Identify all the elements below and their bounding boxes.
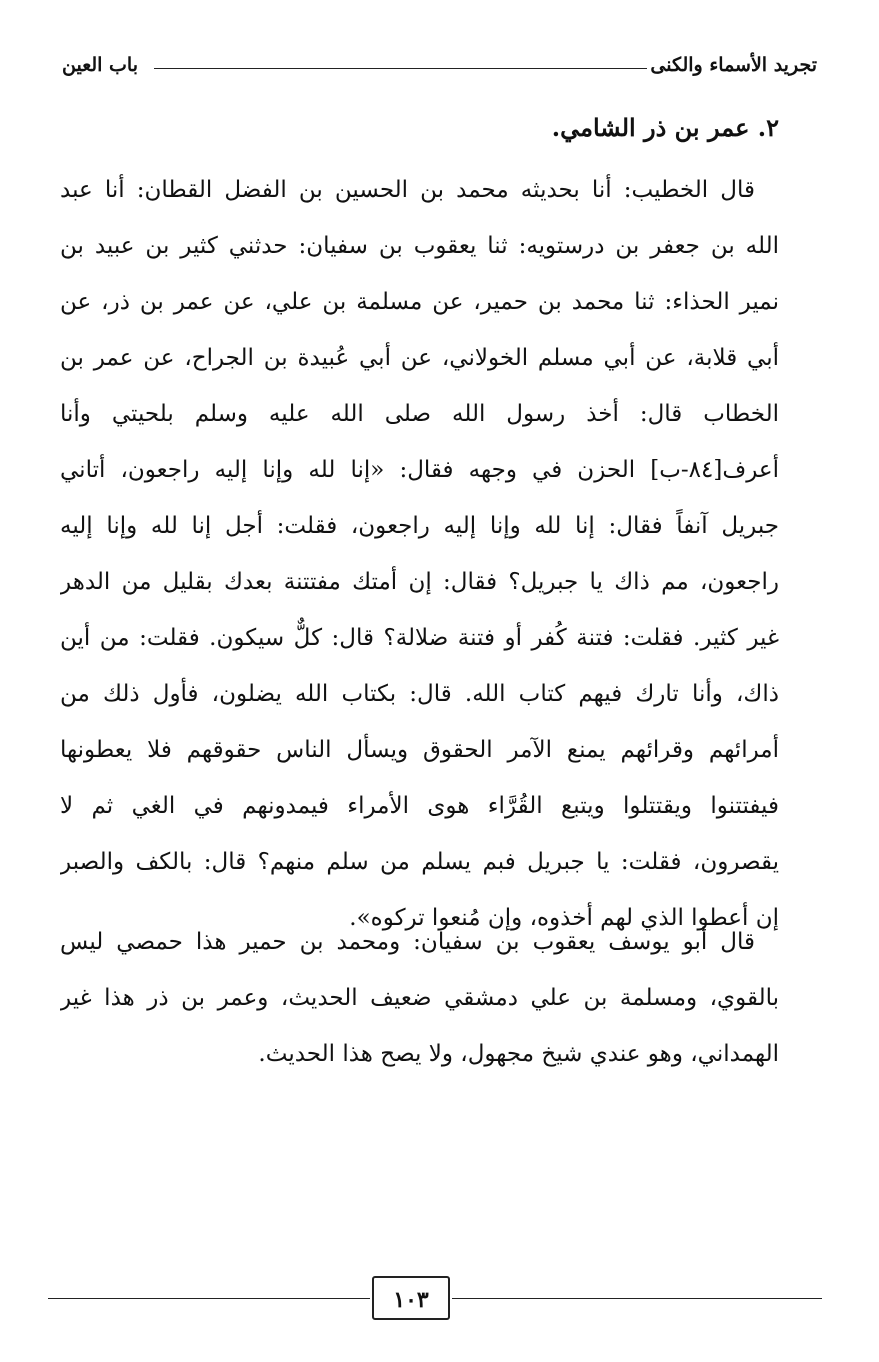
- text-line: قال أبو يوسف يعقوب بن سفيان: ومحمد بن حمير هذا حمصي ليس: [60, 929, 755, 955]
- text-line: أعرف[٨٤-ب] الحزن في وجهه فقال: «إنا لله وإنا إليه راجعون، أتاني: [60, 457, 779, 483]
- text-line: يقصرون، فقلت: يا جبريل فبم يسلم من سلم منهم؟ قال: بالكف والصبر: [60, 849, 779, 875]
- footer-rule-right: [452, 1298, 822, 1299]
- text-line: إن أعطوا الذي لهم أخذوه، وإن مُنعوا تركوه».: [349, 905, 779, 931]
- text-line: فيفتتنوا ويقتتلوا ويتبع القُرَّاء هوى الأمراء فيمدونهم في الغي ثم لا: [60, 793, 779, 819]
- text-line: نمير الحذاء: ثنا محمد بن حمير، عن مسلمة بن علي، عن عمر بن ذر، عن: [60, 289, 779, 315]
- text-line: الله بن جعفر بن درستويه: ثنا يعقوب بن سفيان: حدثني كثير بن عبيد بن: [60, 233, 779, 259]
- header-section-title: باب العين: [62, 54, 139, 76]
- text-line: أبي قلابة، عن أبي مسلم الخولاني، عن أبي عُبيدة بن الجراح، عن عمر بن: [60, 345, 779, 371]
- entry-title: ٢. عمر بن ذر الشامي.: [551, 113, 779, 142]
- text-line: جبريل آنفاً فقال: إنا لله وإنا إليه راجعون، فقلت: أجل إنا لله وإنا إليه: [60, 513, 779, 539]
- footer-rule-left: [48, 1298, 370, 1299]
- paragraph-commentary: [60, 914, 779, 1082]
- text-line: ذاك، وأنا تارك فيهم كتاب الله. قال: بكتاب الله يضلون، فأول ذلك من: [60, 681, 779, 707]
- paragraph-hadith: [60, 162, 779, 946]
- header-book-title: تجريد الأسماء والكنى: [650, 54, 817, 76]
- text-line: راجعون، مم ذاك يا جبريل؟ فقال: إن أمتك مفتتنة بعدك بقليل من الدهر: [60, 569, 779, 595]
- running-header: [62, 52, 817, 92]
- text-line: بالقوي، ومسلمة بن علي دمشقي ضعيف الحديث، وعمر بن ذر هذا غير: [60, 985, 779, 1011]
- text-line: غير كثير. فقلت: فتنة كُفر أو فتنة ضلالة؟ قال: كلٌّ سيكون. فقلت: من أين: [60, 625, 779, 651]
- text-line: أمرائهم وقرائهم يمنع الآمر الحقوق ويسأل الناس حقوقهم فلا يعطونها: [60, 737, 779, 763]
- text-line: قال الخطيب: أنا بحديثه محمد بن الحسين بن الفضل القطان: أنا عبد: [60, 177, 755, 203]
- text-line: الهمداني، وهو عندي شيخ مجهول، ولا يصح هذا الحديث.: [258, 1041, 779, 1067]
- page-number: ١٠٣: [372, 1276, 450, 1320]
- header-rule: [154, 68, 647, 69]
- text-line: الخطاب قال: أخذ رسول الله صلى الله عليه وسلم بلحيتي وأنا: [60, 401, 779, 427]
